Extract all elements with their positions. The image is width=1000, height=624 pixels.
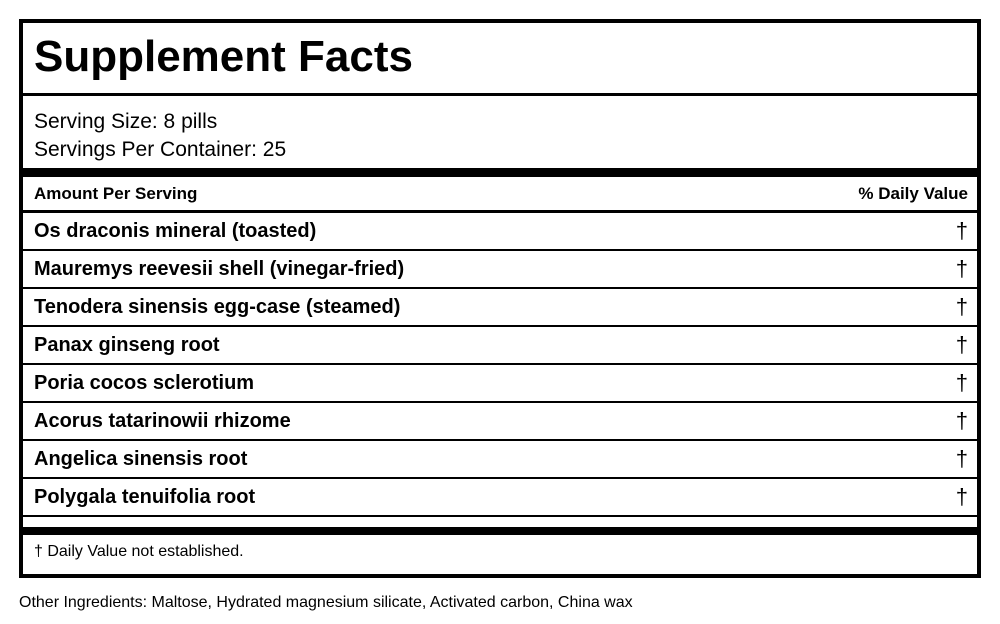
ingredient-daily-value: † [955, 370, 968, 395]
spacer [23, 517, 977, 527]
ingredient-name: Acorus tatarinowii rhizome [34, 409, 291, 432]
supplement-facts-panel [19, 19, 981, 578]
ingredient-daily-value: † [955, 218, 968, 243]
ingredient-name: Panax ginseng root [34, 333, 220, 356]
ingredient-row [23, 403, 977, 441]
footnote: † Daily Value not established. [34, 543, 244, 560]
ingredient-daily-value: † [955, 484, 968, 509]
ingredient-name: Angelica sinensis root [34, 447, 248, 470]
column-header-row [23, 177, 977, 213]
bottom-thick-divider [23, 527, 977, 535]
ingredient-row [23, 327, 977, 365]
ingredient-daily-value: † [955, 294, 968, 319]
thick-divider [23, 168, 977, 177]
ingredient-row [23, 441, 977, 479]
panel-title: Supplement Facts [34, 32, 413, 81]
ingredient-daily-value: † [955, 332, 968, 357]
ingredient-row [23, 365, 977, 403]
title-area [23, 23, 977, 96]
amount-per-serving-header: Amount Per Serving [34, 183, 198, 203]
ingredient-name: Polygala tenuifolia root [34, 485, 256, 508]
servings-per-container: Servings Per Container: 25 [34, 138, 287, 161]
ingredient-row [23, 479, 977, 517]
ingredient-daily-value: † [955, 256, 968, 281]
ingredient-daily-value: † [955, 446, 968, 471]
ingredient-name: Mauremys reevesii shell (vinegar-fried) [34, 257, 405, 280]
ingredient-row [23, 289, 977, 327]
serving-info [23, 96, 977, 168]
ingredient-name: Tenodera sinensis egg-case (steamed) [34, 295, 401, 318]
other-ingredients: Other Ingredients: Maltose, Hydrated magnesium silicate, Activated carbon, China wax [19, 594, 633, 611]
ingredient-name: Os draconis mineral (toasted) [34, 219, 317, 242]
ingredient-row [23, 213, 977, 251]
ingredient-list [23, 213, 977, 517]
ingredient-daily-value: † [955, 408, 968, 433]
ingredient-name: Poria cocos sclerotium [34, 371, 255, 394]
daily-value-header: % Daily Value [858, 183, 968, 203]
ingredient-row [23, 251, 977, 289]
serving-size: Serving Size: 8 pills [34, 110, 218, 133]
